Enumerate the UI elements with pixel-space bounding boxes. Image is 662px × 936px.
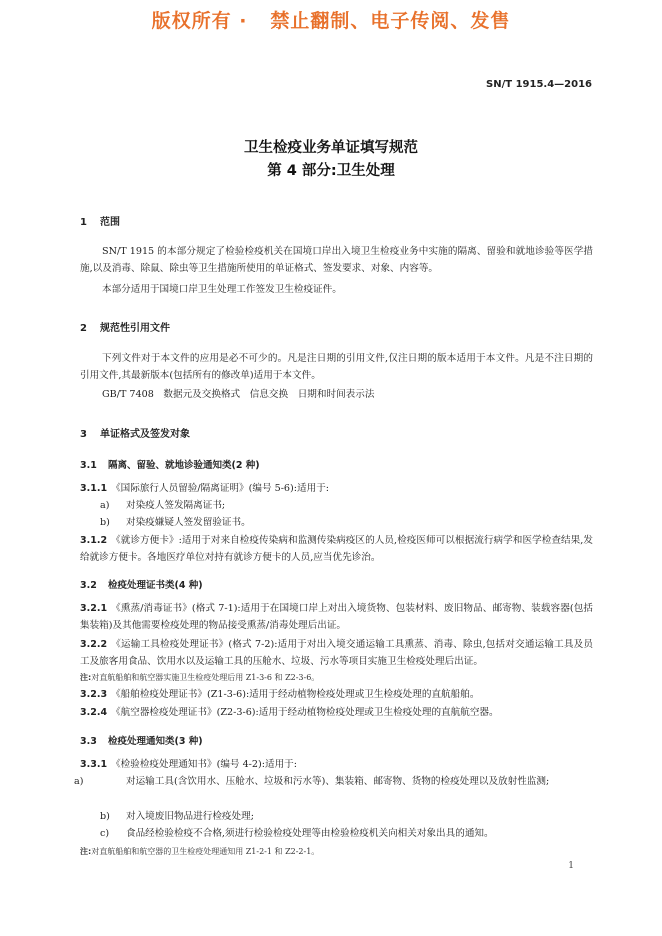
clause-3-1-1 xyxy=(80,480,593,497)
subsection-number: 3.1 xyxy=(80,460,97,471)
clause-number: 3.1.2 xyxy=(80,535,108,546)
list-item xyxy=(100,808,593,825)
clause-3-3-1 xyxy=(80,756,593,773)
list-item-label: a) xyxy=(74,776,84,787)
section-title: 单证格式及签发对象 xyxy=(100,429,190,440)
note-label: 注: xyxy=(80,673,92,682)
section-title: 规范性引用文件 xyxy=(100,323,170,334)
clause-number: 3.3.1 xyxy=(80,759,108,770)
list-item-text: 对运输工具(含饮用水、压舱水、垃圾和污水等)、集装箱、邮寄物、货物的检疫处理以及放射性监测; xyxy=(126,776,550,787)
list-item-label: c) xyxy=(100,828,110,839)
list-item xyxy=(74,773,619,790)
document-number: SN/T 1915.4—2016 xyxy=(486,79,592,90)
clause-text: 《运输工具检疫处理证书》(格式 7-2):适用于对出入境交通运输工具熏蒸、消毒、除虫,包括对交通运输工具及员工及旅客用食品、饮用水以及运输工具的压舱水、垃圾、污水等项目实施卫生检疫处理后出证。 xyxy=(80,639,593,667)
clause-text: 《检验检疫处理通知书》(编号 4-2):适用于: xyxy=(111,759,298,770)
subsection-title: 检疫处理通知类(3 种) xyxy=(108,736,203,747)
note-text: 对直航船舶和航空器的卫生检疫处理通知用 Z1-2-1 和 Z2-2-1。 xyxy=(91,847,320,856)
clause-number: 3.2.2 xyxy=(80,639,108,650)
subsection-3-2-heading xyxy=(80,577,203,591)
clause-number: 3.2.3 xyxy=(80,689,108,700)
subsection-number: 3.3 xyxy=(80,736,97,747)
clause-3-2-4 xyxy=(80,704,593,721)
clause-number: 3.2.1 xyxy=(80,603,108,614)
normative-reference: GB/T 7408 数据元及交换格式 信息交换 日期和时间表示法 xyxy=(102,389,375,400)
clause-text: 《船舶检疫处理证书》(Z1-3-6):适用于经动植物检疫处理或卫生检疫处理的直航船舶。 xyxy=(111,689,480,700)
list-item-text: 对染疫人签发隔离证书; xyxy=(126,500,226,511)
section-3-heading xyxy=(80,425,190,440)
list-item-text: 对入境废旧物品进行检疫处理; xyxy=(126,811,254,822)
clause-text: 《国际旅行人员留验/隔离证明》(编号 5-6):适用于: xyxy=(111,483,330,494)
page-number: 1 xyxy=(568,861,574,871)
section-2-paragraph-1: 下列文件对于本文件的应用是必不可少的。凡是注日期的引用文件,仅注日期的版本适用于本文件。凡是不注日期的引用文件,其最新版本(包括所有的修改单)适用于本文件。 xyxy=(80,353,593,381)
clause-number: 3.2.4 xyxy=(80,707,108,718)
list-item xyxy=(100,514,593,531)
list-item-label: b) xyxy=(100,811,110,822)
clause-3-2-1 xyxy=(80,600,593,634)
list-item-label: a) xyxy=(100,500,110,511)
clause-text: 《航空器检疫处理证书》(Z2-3-6):适用于经动植物检疫处理或卫生检疫处理的直航航空器。 xyxy=(111,707,499,718)
subsection-title: 隔离、留验、就地诊验通知类(2 种) xyxy=(108,460,260,471)
section-1-paragraph-2: 本部分适用于国境口岸卫生处理工作签发卫生检疫证件。 xyxy=(102,284,342,295)
subsection-title: 检疫处理证书类(4 种) xyxy=(108,580,203,591)
list-item-label: b) xyxy=(100,517,110,528)
clause-3-2-3 xyxy=(80,686,593,703)
clause-text: 《就诊方便卡》:适用于对来自检疫传染病和监测传染病疫区的人员,检疫医师可以根据流行病学和医学检查结果,发给就诊方便卡。各地医疗单位对持有就诊方便卡的人员,应当优先诊治。 xyxy=(80,535,593,563)
list-item-text: 对染疫嫌疑人签发留验证书。 xyxy=(126,517,251,528)
copyright-watermark: 版权所有 · 禁止翻制、电子传阅、发售 xyxy=(151,10,511,32)
clause-number: 3.1.1 xyxy=(80,483,108,494)
clause-3-2-2 xyxy=(80,636,593,670)
list-item-text: 食品经检验检疫不合格,须进行检验检疫处理等由检验检疫机关向相关对象出具的通知。 xyxy=(126,828,494,839)
section-number: 1 xyxy=(80,217,87,228)
list-item xyxy=(100,825,593,842)
note-label: 注: xyxy=(80,847,92,856)
note-2 xyxy=(80,845,319,858)
section-1-paragraph-1: SN/T 1915 的本部分规定了检验检疫机关在国境口岸出入境卫生检疫业务中实施的隔离、留验和就地诊验等医学措施,以及消毒、除鼠、除虫等卫生措施所使用的单证格式、签发要求、对象、内容等。 xyxy=(80,246,593,274)
list-item xyxy=(100,497,593,514)
clause-3-1-2 xyxy=(80,532,593,566)
subsection-number: 3.2 xyxy=(80,580,97,591)
section-number: 3 xyxy=(80,429,87,440)
section-number: 2 xyxy=(80,323,87,334)
subsection-3-1-heading xyxy=(80,457,260,471)
section-title: 范围 xyxy=(100,217,120,228)
document-subtitle: 第 4 部分:卫生处理 xyxy=(267,163,395,179)
clause-text: 《熏蒸/消毒证书》(格式 7-1):适用于在国境口岸上对出入境货物、包装材料、废旧物品、邮寄物、装载容器(包括集装箱)及其他需要检疫处理的物品接受熏蒸/消毒处理后出证。 xyxy=(80,603,593,631)
subsection-3-3-heading xyxy=(80,733,203,747)
note-text: 对直航船舶和航空器实施卫生检疫处理后用 Z1-3-6 和 Z2-3-6。 xyxy=(91,673,320,682)
document-title: 卫生检疫业务单证填写规范 xyxy=(244,140,418,156)
note-1 xyxy=(80,671,319,684)
section-2-heading xyxy=(80,319,170,334)
section-1-heading xyxy=(80,213,120,228)
